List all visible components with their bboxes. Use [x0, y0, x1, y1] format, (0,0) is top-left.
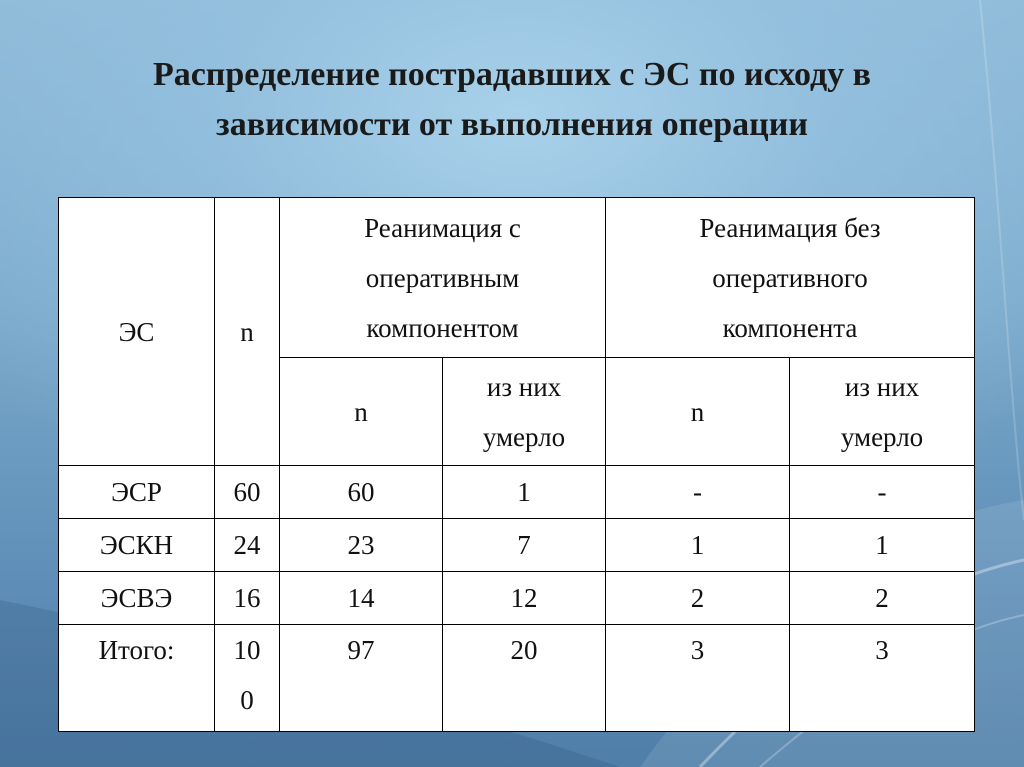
subheader-g2-n: n	[606, 358, 790, 466]
row-g1-n: 14	[280, 572, 443, 625]
header-row-1	[59, 198, 975, 358]
row-n: 16	[215, 572, 280, 625]
subheader-g1-n: n	[280, 358, 443, 466]
row-g2-died: 1	[790, 519, 975, 572]
row-g2-n: -	[606, 466, 790, 519]
row-label: ЭСКН	[59, 519, 215, 572]
row-g1-n: 23	[280, 519, 443, 572]
table-row	[59, 466, 975, 519]
subheader-g1-died: из них умерло	[443, 358, 606, 466]
row-g1-died: 12	[443, 572, 606, 625]
table-row	[59, 572, 975, 625]
table-row-total	[59, 625, 975, 732]
header-group-operative: Реанимация с оперативным компонентом	[280, 198, 606, 358]
row-label: Итого:	[59, 625, 215, 732]
row-n: 24	[215, 519, 280, 572]
row-label: ЭСВЭ	[59, 572, 215, 625]
row-g2-died: 2	[790, 572, 975, 625]
row-g2-n: 2	[606, 572, 790, 625]
header-group-non-operative: Реанимация без оперативного компонента	[606, 198, 975, 358]
row-g1-died: 20	[443, 625, 606, 732]
row-g2-died: -	[790, 466, 975, 519]
title-line-1: Распределение пострадавших с ЭС по исходу в	[152, 56, 872, 93]
row-g1-n: 60	[280, 466, 443, 519]
row-g2-died: 3	[790, 625, 975, 732]
row-n: 100	[215, 625, 280, 732]
row-g1-died: 7	[443, 519, 606, 572]
distribution-table	[58, 197, 975, 732]
row-g1-n: 97	[280, 625, 443, 732]
slide-title	[60, 50, 964, 150]
header-es: ЭС	[59, 198, 215, 466]
table-row	[59, 519, 975, 572]
row-g2-n: 1	[606, 519, 790, 572]
row-label: ЭСР	[59, 466, 215, 519]
row-n: 60	[215, 466, 280, 519]
row-g2-n: 3	[606, 625, 790, 732]
header-n: n	[215, 198, 280, 466]
title-line-2: зависимости от выполнения операции	[216, 106, 808, 143]
row-g1-died: 1	[443, 466, 606, 519]
subheader-g2-died: из них умерло	[790, 358, 975, 466]
